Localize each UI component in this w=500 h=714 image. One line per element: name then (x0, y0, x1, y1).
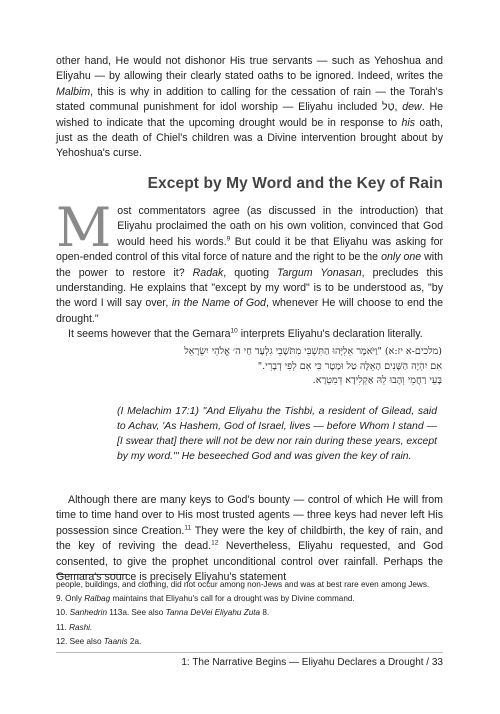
footnote-ref[interactable]: 11 (184, 524, 192, 532)
opening-paragraph (56, 54, 443, 162)
text-run: , whenever He will choose to end the drought." (56, 297, 443, 325)
text-run: other hand, He would not dishonor His true servants — such as Yehoshua and Eliyahu — by allowing their clearly stated oaths to be ignored. Indeed, writes the (56, 55, 443, 83)
footnote-ref[interactable]: 10 (230, 327, 238, 335)
ralbag-name: Ralbag (84, 594, 111, 604)
text-run: . He wished to indicate that the upcoming drought would be in response to (56, 101, 443, 129)
footnote-continued: people, buildings, and clothing, did not occur among non-Jews and was at best rare even among Jews. (56, 580, 430, 589)
translation-quote: (I Melachim 17:1) "And Eliyahu the Tishbi, a resident of Gilead, said to Achav, 'As Hashem, God of Israel, lives — before Whom I stand — [I swear that] there will not be dew nor rain during these years, except by my word.'" He beseeched God and was given the key of rain. (117, 406, 437, 462)
text-run: It seems however that the Gemara (68, 328, 231, 341)
footer-divider (56, 652, 443, 653)
source-title: Sanhedrin (69, 608, 107, 618)
his-word: his (401, 116, 416, 129)
footnote-number: 11. (56, 622, 70, 632)
hebrew-line: בָּעֵי רַחֲמֵי וְהָבוּ לֵהּ אַקְלִידָא דְמִטְרָא. (312, 375, 442, 386)
text-run: ost commentators agree (as discussed in the introduction) that Eliyahu proclaimed the oath on his own volition, convinced that God would heed his words. (117, 205, 443, 248)
section-body (56, 196, 444, 343)
footnote-number: 12. See also (56, 636, 104, 646)
hebrew-source (80, 345, 442, 389)
footnote-text: 2a. (127, 636, 142, 646)
footnote-12 (56, 635, 451, 649)
footnote-number: 10. (56, 608, 70, 618)
emphasis: in the Name of God (171, 297, 266, 310)
text-run: Nevertheless, Eliyahu requested, and God consented, to give the prophet unconditional control over rainfall. Perhaps the Gemara's source is precisely Eliyahu's statement (56, 540, 443, 584)
footnote-text: 113a. See also (107, 608, 166, 618)
hebrew-line: (מלכים-א יז:א) "וַיֹּאמֶר אֵלִיָּהוּ הַתִּשְׁבִּי מִתֹּשָׁבֵי גִלְעָד חַי ה׳ אֱלֹהֵי יִשְׂרָאֵל (184, 346, 442, 357)
footnote-text: maintains that Eliyahu's call for a drought was by Divine command. (110, 594, 355, 604)
running-footer: 1: The Narrative Begins — Eliyahu Declares a Drought / 33 (181, 657, 443, 668)
source-title: Taanis (103, 636, 128, 646)
text-run: They were the key of childbirth, the key of rain, and the key of reviving the dead. (56, 524, 444, 553)
footnote-11 (56, 621, 451, 635)
hebrew-line: אִם יִהְיֶה הַשָּׁנִים הָאֵלֶּה טַל וּמָטָר כִּי אִם לְפִי דְבָרִי." (257, 360, 442, 372)
text-run: But could it be that Eliyahu was asking for open-ended control of this vital force of nature and the right to be the (56, 235, 443, 264)
dew-word: dew (402, 101, 422, 114)
text-run: Although there are many keys to God's bounty — control of which He will from time to time hand over to His most trusted agents — three keys had never left His possession since Creation. (56, 494, 443, 537)
drop-cap: M (56, 196, 112, 259)
source-title: Tanna DeVei Eliyahu Zuta (165, 608, 261, 618)
footnote-text: 8. (260, 608, 270, 618)
footnote-10 (56, 606, 451, 620)
closing-paragraph (56, 493, 443, 585)
footnote-ref[interactable]: 12 (211, 539, 219, 547)
section-heading: Except by My Word and the Key of Rain (147, 175, 443, 192)
footnote-ref[interactable]: 9 (226, 235, 231, 243)
text-run: with the power to restore it? (56, 251, 443, 279)
footnote-9 (56, 592, 451, 606)
radak-name: Radak (192, 266, 224, 279)
emphasis: only one (381, 251, 422, 264)
text-run: , precludes this understanding. He explains that "except by my word" is to be understood as, "by the word I will say over, (56, 266, 444, 310)
text-run: interprets Eliyahu's declaration literally. (237, 328, 423, 341)
text-run: oath, just as the death of Chiel's children was a Divine intervention brought about by Yehoshua's curse. (56, 116, 443, 160)
hebrew-word-tal: טַל (381, 101, 395, 114)
footnote-number: 9. Only (56, 594, 85, 604)
footnote-divider (56, 574, 128, 575)
text-run: , quoting (223, 266, 278, 279)
malbim-name: Malbim (56, 85, 91, 98)
text-run: , (394, 101, 403, 114)
targum-name: Targum Yonasan (277, 266, 362, 279)
text-run: , this is why in addition to calling for the cessation of rain — the Torah's stated communal punishment for idol worship — Eliyahu included (56, 85, 443, 114)
footnotes (56, 578, 451, 649)
source-title: Rashi. (69, 622, 93, 632)
